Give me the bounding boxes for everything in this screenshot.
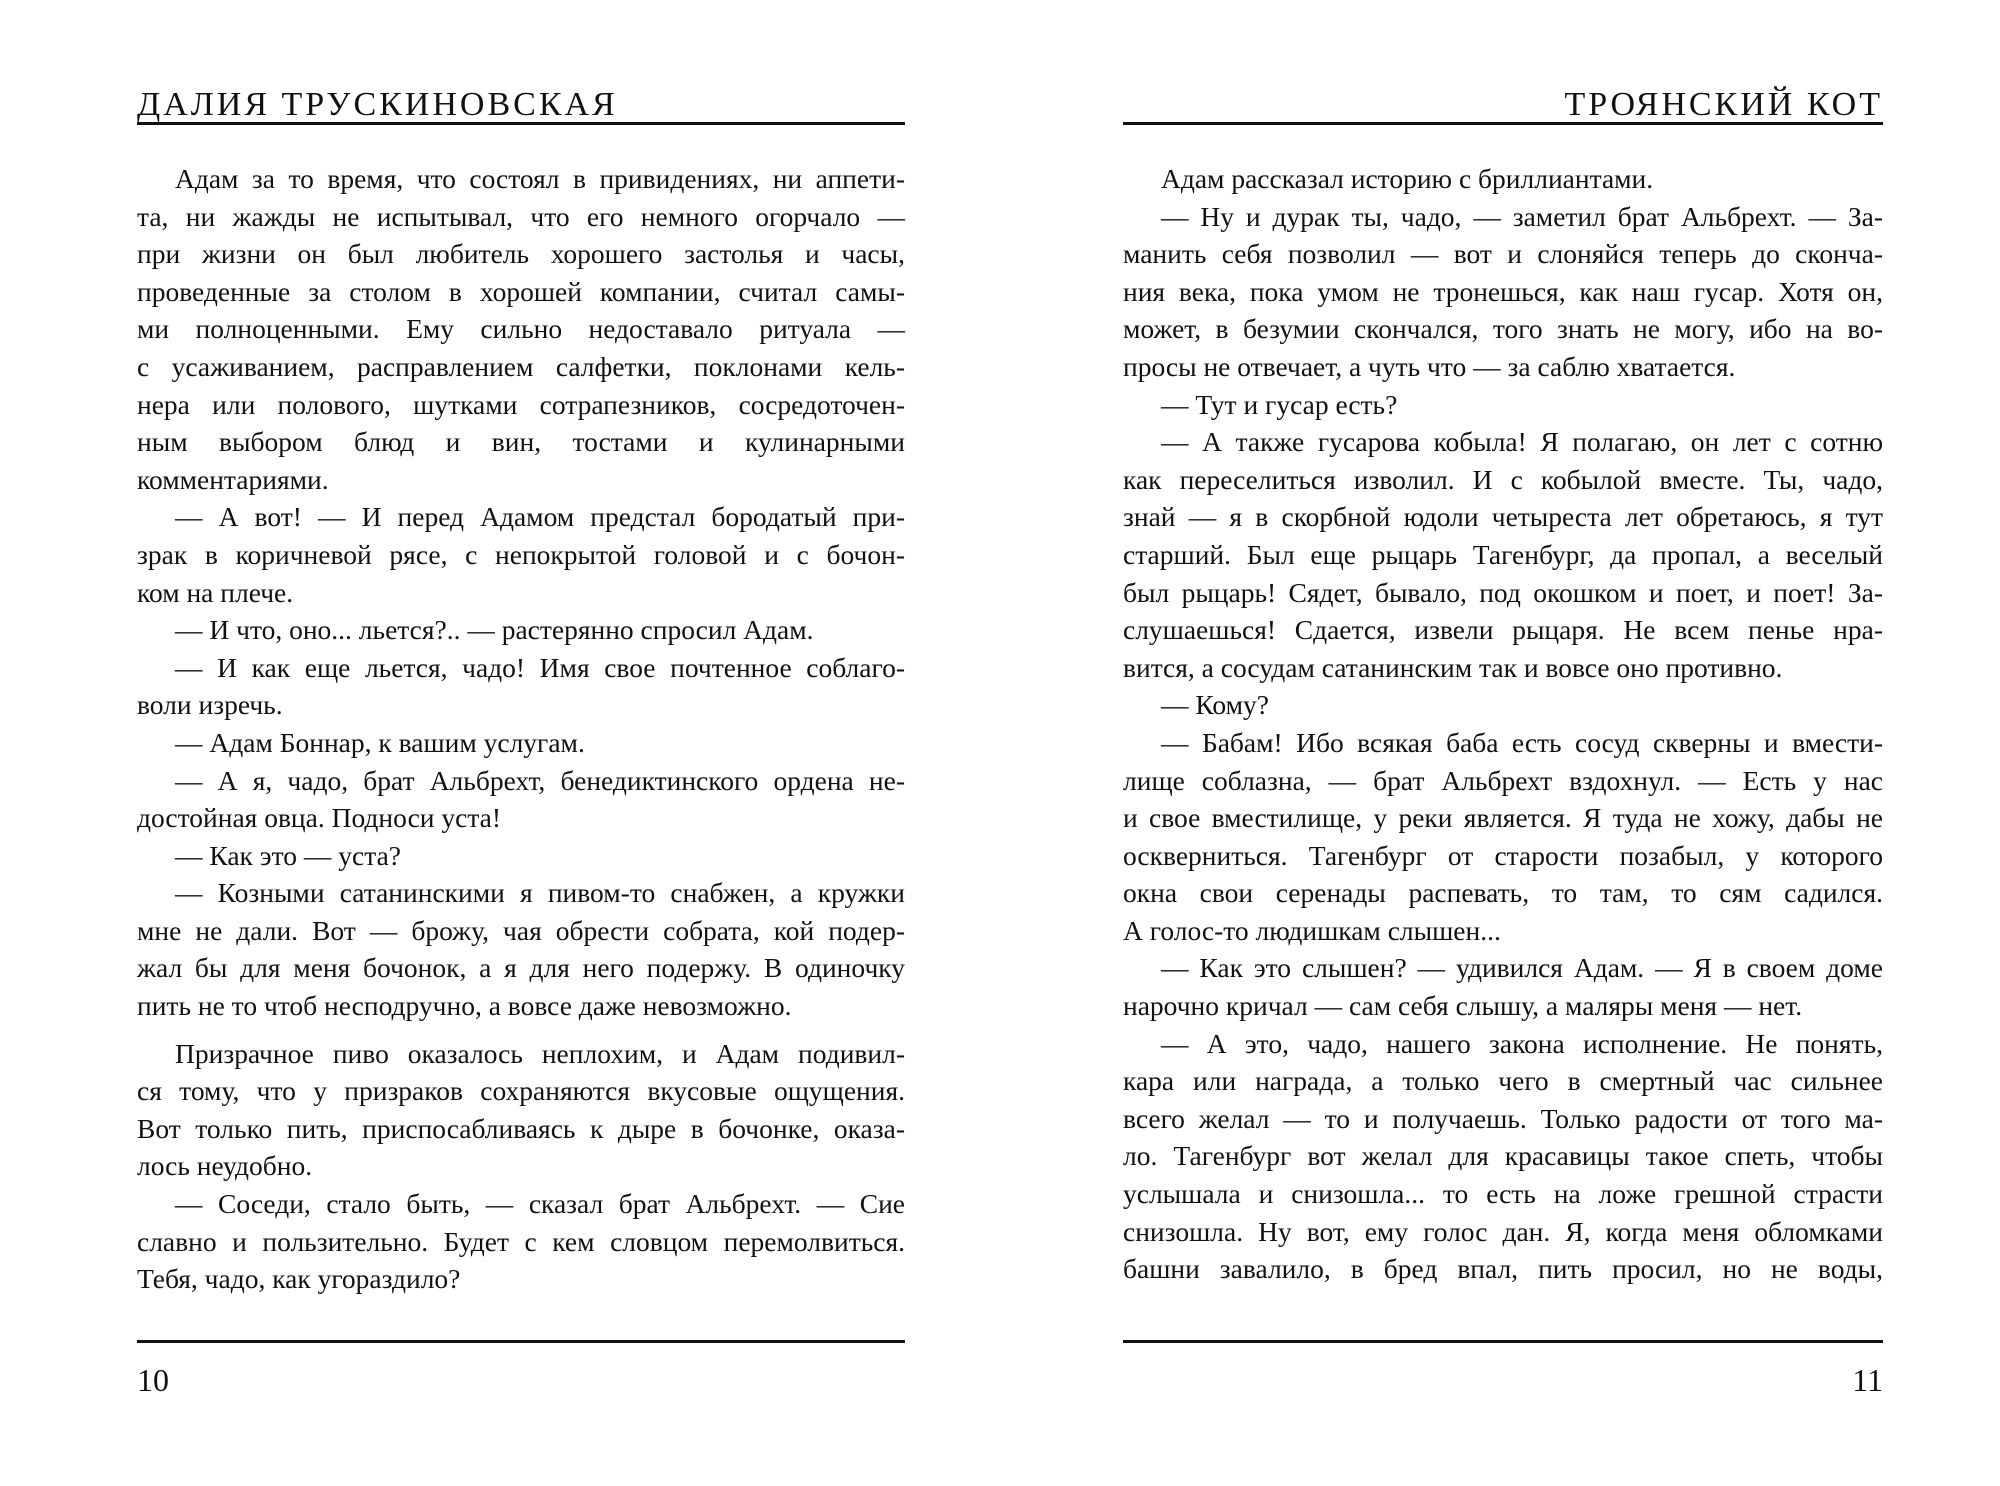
header-rule — [1123, 122, 1883, 125]
text-line: пить не то чтоб несподручно, а вовсе даже невозможно. — [137, 990, 792, 1022]
text-line: воли изречь. — [137, 689, 283, 721]
text-line: окна свои серенады распевать, то там, то сям садился. — [1123, 877, 1883, 909]
text-line: слушаешься! Сдается, извели рыцаря. Не всем пенье нра- — [1123, 614, 1883, 646]
text-line: ком на плече. — [137, 576, 294, 608]
text-line: — И как еще льется, чадо! Имя свое почтенное соблаго- — [175, 651, 905, 683]
text-line: при жизни он был любитель хорошего застолья и часы, — [137, 238, 905, 270]
text-line: — А это, чадо, нашего закона исполнение. Не понять, — [1161, 1027, 1883, 1059]
text-line: та, ни жажды не испытывал, что его немного огорчало — — [137, 200, 905, 232]
right-page — [1123, 0, 1883, 1486]
text-line: манить себя позволил — вот и слоняйся теперь до сконча- — [1123, 238, 1883, 270]
text-line: зрак в коричневой рясе, с непокрытой головой и с бочон- — [137, 538, 905, 570]
footer-rule — [1123, 1340, 1883, 1343]
text-line: кара или награда, а только чего в смертный час сильнее — [1123, 1065, 1883, 1097]
text-line: ным выбором блюд и вин, тостами и кулинарными — [137, 426, 905, 458]
text-line: услышала и снизошла... то есть на ложе грешной страсти — [1123, 1178, 1883, 1210]
footer-rule — [137, 1340, 905, 1343]
text-line: — И что, оно... льется?.. — растерянно спросил Адам. — [175, 614, 814, 646]
text-line: — А также гусарова кобыла! Я полагаю, он лет с сотню — [1161, 426, 1883, 458]
text-line: — Как это — уста? — [175, 839, 401, 871]
text-line: — А вот! — И перед Адамом предстал бородатый при- — [175, 501, 905, 533]
text-line: лище соблазна, — брат Альбрехт вздохнул. — Есть у нас — [1123, 764, 1883, 796]
text-line: ся тому, что у призраков сохраняются вкусовые ощущения. — [137, 1075, 905, 1107]
text-line: — А я, чадо, брат Альбрехт, бенедиктинского ордена не- — [175, 764, 905, 796]
text-line: проведенные за столом в хорошей компании, считал самы- — [137, 275, 905, 307]
text-line: — Тут и гусар есть? — [1161, 388, 1398, 420]
text-line: комментариями. — [137, 463, 329, 495]
text-line: и свое вместилище, у реки является. Я туда не хожу, дабы не — [1123, 802, 1883, 834]
text-line: просы не отвечает, а чуть что — за саблю хватается. — [1123, 350, 1736, 382]
text-line: старший. Был еще рыцарь Тагенбург, да пропал, а веселый — [1123, 538, 1883, 570]
text-line: — Ну и дурак ты, чадо, — заметил брат Альбрехт. — За- — [1161, 200, 1883, 232]
text-line: всего желал — то и получаешь. Только радости от того ма- — [1123, 1102, 1883, 1134]
text-line: ло. Тагенбург вот желал для красавицы такое спеть, чтобы — [1123, 1140, 1883, 1172]
text-line: ния века, пока умом не тронешься, как наш гусар. Хотя он, — [1123, 275, 1883, 307]
text-line: нера или полового, шутками сотрапезников, сосредоточен- — [137, 388, 905, 420]
text-line: оскверниться. Тагенбург от старости позабыл, у которого — [1123, 839, 1883, 871]
text-line: Адам за то время, что состоял в привидениях, ни аппети- — [175, 163, 905, 194]
text-line: — Козными сатанинскими я пивом-то снабжен, а кружки — [175, 877, 905, 909]
text-line: снизошла. Ну вот, ему голос дан. Я, когда меня обломками — [1123, 1215, 1883, 1247]
text-line: с усаживанием, расправлением салфетки, поклонами кель- — [137, 350, 905, 382]
text-line: Тебя, чадо, как угораздило? — [137, 1263, 461, 1295]
page-number: 10 — [137, 1362, 169, 1398]
header-rule — [137, 122, 905, 125]
text-line: А голос-то людишкам слышен... — [1123, 914, 1501, 946]
text-line: вится, а сосудам сатанинским так и вовсе оно противно. — [1123, 651, 1783, 683]
text-line: достойная овца. Подноси уста! — [137, 802, 502, 834]
text-line: — Кому? — [1161, 689, 1269, 721]
text-line: — Адам Боннар, к вашим услугам. — [175, 726, 585, 758]
running-head-author: ДАЛИЯ ТРУСКИНОВСКАЯ — [137, 86, 618, 123]
text-line: — Соседи, стало быть, — сказал брат Альбрехт. — Сие — [175, 1188, 905, 1220]
text-line: Адам рассказал историю с бриллиантами. — [1161, 163, 1654, 194]
text-line: жал бы для меня бочонок, а я для него подержу. В одиночку — [137, 952, 905, 984]
text-line: может, в безумии скончался, того знать не могу, ибо на во- — [1123, 313, 1883, 345]
running-head-title: ТРОЯНСКИЙ КОТ — [1564, 86, 1883, 123]
text-line: нарочно кричал — сам себя слышу, а маляры меня — нет. — [1123, 990, 1803, 1022]
text-line: лось неудобно. — [137, 1150, 313, 1182]
text-line: был рыцарь! Сядет, бывало, под окошком и поет, и поет! За- — [1123, 576, 1883, 608]
text-line: — Бабам! Ибо всякая баба есть сосуд скверны и вмести- — [1161, 726, 1883, 758]
left-page — [137, 0, 905, 1486]
text-line: ми полноценными. Ему сильно недоставало ритуала — — [137, 313, 905, 345]
text-line: Призрачное пиво оказалось неплохим, и Адам подивил- — [175, 1037, 905, 1069]
text-line: Вот только пить, приспосабливаясь к дыре в бочонке, оказа- — [137, 1112, 905, 1144]
left-page-text — [137, 160, 905, 1298]
text-line: знай — я в скорбной юдоли четыреста лет обретаюсь, я тут — [1123, 501, 1883, 533]
right-page-text — [1123, 160, 1883, 1288]
text-line: как переселиться изволил. И с кобылой вместе. Ты, чадо, — [1123, 463, 1883, 495]
text-line: — Как это слышен? — удивился Адам. — Я в своем доме — [1161, 952, 1883, 984]
text-line: башни завалило, в бред впал, пить просил, но не воды, — [1123, 1253, 1883, 1285]
text-line: мне не дали. Вот — брожу, чая обрести собрата, кой подер- — [137, 914, 905, 946]
text-line: славно и пользительно. Будет с кем словцом перемолвиться. — [137, 1225, 905, 1257]
page-number: 11 — [1852, 1362, 1883, 1398]
